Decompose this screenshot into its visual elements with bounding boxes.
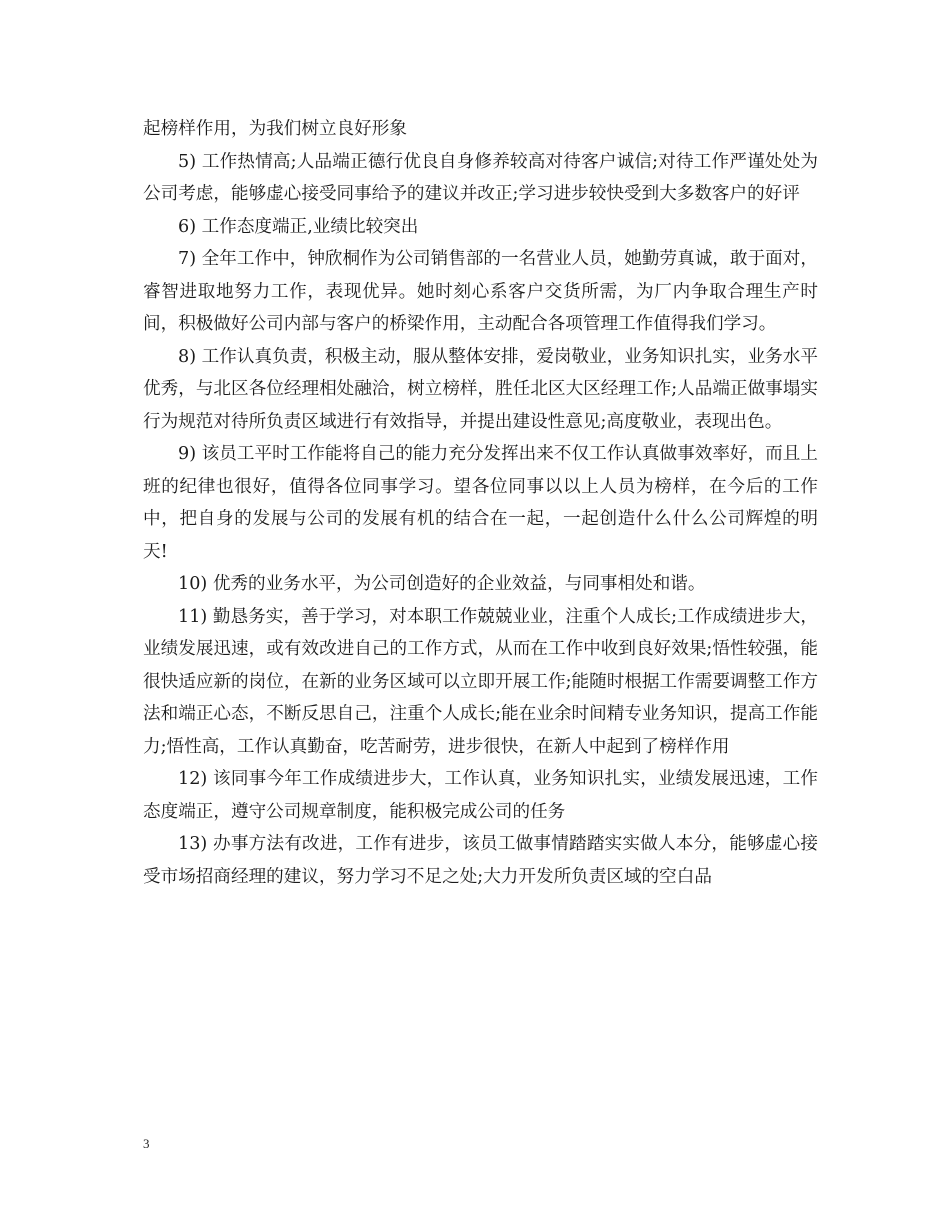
paragraph-9: 9) 该员工平时工作能将自己的能力充分发挥出来不仅工作认真做事效率好，而且上班的纪律也很好，值得各位同事学习。望各位同事以以上人员为榜样，在今后的工作中，把自身的发展与公司的发展有机的结合在一起，一起创造什么什么公司辉煌的明天!	[143, 444, 818, 562]
paragraph-11: 11) 勤恳务实，善于学习，对本职工作兢兢业业，注重个人成长;工作成绩进步大，业绩发展迅速，或有效改进自己的工作方式，从而在工作中收到良好效果;悟性较强，能很快适应新的岗位，在新的业务区域可以立即开展工作;能随时根据工作需要调整工作方法和端正心态，不断反思自己，注重个人成长;能在业余时间精专业务知识，提高工作能力;悟性高，工作认真勤奋，吃苦耐劳，进步很快，在新人中起到了榜样作用	[143, 606, 818, 757]
paragraph-8: 8) 工作认真负责，积极主动，服从整体安排，爱岗敬业，业务知识扎实，业务水平优秀，与北区各位经理相处融洽，树立榜样，胜任北区大区经理工作;人品端正做事塌实行为规范对待所负责区域进行有效指导，并提出建设性意见;高度敬业，表现出色。	[143, 346, 818, 432]
paragraph-10: 10) 优秀的业务水平，为公司创造好的企业效益，与同事相处和谐。	[178, 574, 706, 594]
document-body	[143, 113, 818, 893]
paragraph-6: 6) 工作态度端正,业绩比较突出	[178, 216, 419, 237]
paragraph-0: 起榜样作用，为我们树立良好形象	[143, 119, 407, 139]
paragraph-7: 7) 全年工作中，钟欣桐作为公司销售部的一名营业人员，她勤劳真诚，敢于面对，睿智进取地努力工作，表现优异。她时刻心系客户交货所需，为厂内争取合理生产时间，积极做好公司内部与客户的桥梁作用，主动配合各项管理工作值得我们学习。	[143, 249, 818, 334]
paragraph-13: 13) 办事方法有改进，工作有进步，该员工做事情踏踏实实做人本分，能够虚心接受市场招商经理的建议，努力学习不足之处;大力开发所负责区域的空白品	[143, 834, 818, 887]
paragraph-5: 5) 工作热情高;人品端正德行优良自身修养较高对待客户诚信;对待工作严谨处处为公司考虑，能够虚心接受同事给予的建议并改正;学习进步较快受到大多数客户的好评	[143, 151, 818, 204]
paragraph-12: 12) 该同事今年工作成绩进步大，工作认真，业务知识扎实，业绩发展迅速，工作态度端正，遵守公司规章制度，能积极完成公司的任务	[143, 769, 818, 822]
page-number: 3	[143, 1136, 150, 1151]
